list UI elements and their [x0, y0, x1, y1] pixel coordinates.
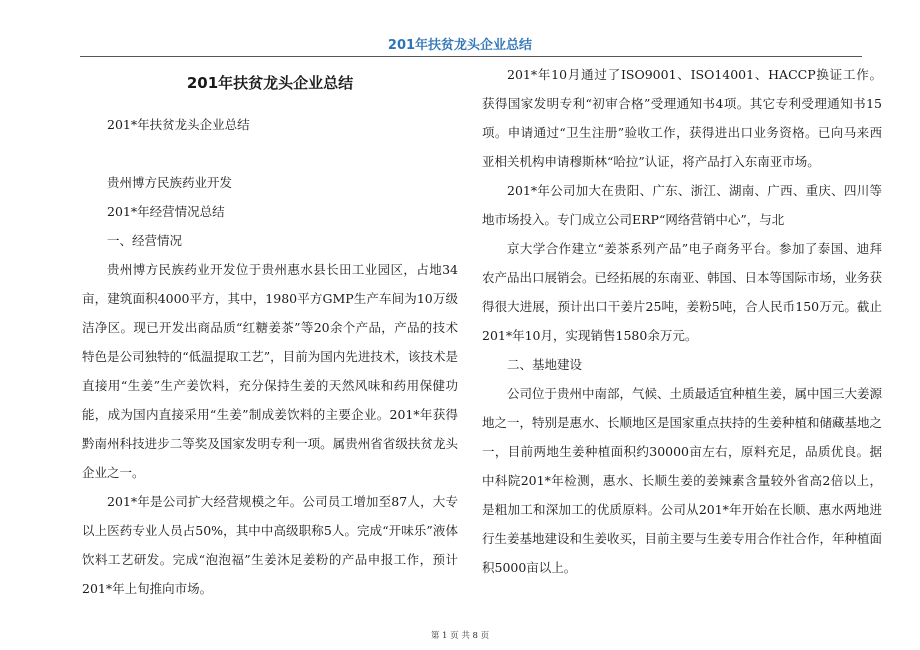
paragraph-company-overview: 贵州博方民族药业开发位于贵州惠水县长田工业园区，占地34亩，建筑面积4000平方，其中，1980平方GMP生产车间为10万级洁净区。现已开发出商品质“红糖姜茶”等20余个产品，产品的技术特色是公司独特的“低温提取工艺”，目前为国内先进技术，该技术是直接用“生姜”生产姜饮料，充分保持生姜的天然风味和药用保健功能，成为国内直接采用“生姜”制成姜饮料的主要企业。201*年获得黔南州科技进步二等奖及国家发明专利一项。属贵州省省级扶贫龙头企业之一。	[82, 262, 458, 480]
right-column	[482, 60, 882, 582]
header-rule	[80, 56, 862, 57]
paragraph-ecommerce-export: 京大学合作建立“姜茶系列产品”电子商务平台。参加了泰国、迪拜农产品出口展销会。已经拓展的东南亚、韩国、日本等国际市场，业务获得很大进展，预计出口干姜片25吨，姜粉5吨，合人民币150万元。截止201*年10月，实现销售1580余万元。	[482, 241, 883, 343]
paragraph-base-construction: 公司位于贵州中南部，气候、土质最适宜种植生姜，属中国三大姜源地之一，特别是惠水、长顺地区是国家重点扶持的生姜种植和储藏基地之一，目前两地生姜种植面积约30000亩左右，原料充足，品质优良。据中科院201*年检测，惠水、长顺生姜的姜辣素含量较外省高2倍以上，是粗加工和深加工的优质原料。公司从201*年开始在长顺、惠水两地进行生姜基地建设和生姜收买，目前主要与生姜专用合作社合作，年种植面积5000亩以上。	[482, 386, 883, 575]
blank-line	[82, 139, 458, 168]
page-number: 第 1 页 共 8 页	[430, 631, 490, 641]
document-title: 201年扶贫龙头企业总结	[186, 74, 354, 92]
left-column	[82, 60, 458, 603]
report-heading: 201*年经营情况总结	[107, 204, 225, 219]
section-heading-base: 二、基地建设	[507, 357, 583, 372]
subtitle: 201*年扶贫龙头企业总结	[107, 117, 250, 132]
paragraph-certification: 201*年10月通过了ISO9001、ISO14001、HACCP换证工作。获得国家发明专利“初审合格”受理通知书4项。其它专利受理通知书15项。申请通过“卫生注册”验收工作，获得进出口业务资格。已向马来西亚相关机构申请穆斯林“哈拉”认证，将产品打入东南亚市场。	[482, 67, 882, 169]
running-header-title: 201年扶贫龙头企业总结	[387, 38, 533, 53]
company-name: 贵州博方民族药业开发	[107, 175, 233, 190]
paragraph-market-investment: 201*年公司加大在贵阳、广东、浙江、湖南、广西、重庆、四川等地市场投入。专门成立公司ERP“网络营销中心”，与北	[482, 183, 882, 227]
section-heading-operations: 一、经营情况	[107, 233, 183, 248]
paragraph-expansion: 201*年是公司扩大经营规模之年。公司员工增加至87人，大专以上医药专业人员占50%，其中中高级职称5人。完成“开味乐”液体饮料工艺研发。完成“泡泡福”生姜沐足姜粉的产品申报工作，预计201*年上旬推向市场。	[82, 494, 458, 596]
